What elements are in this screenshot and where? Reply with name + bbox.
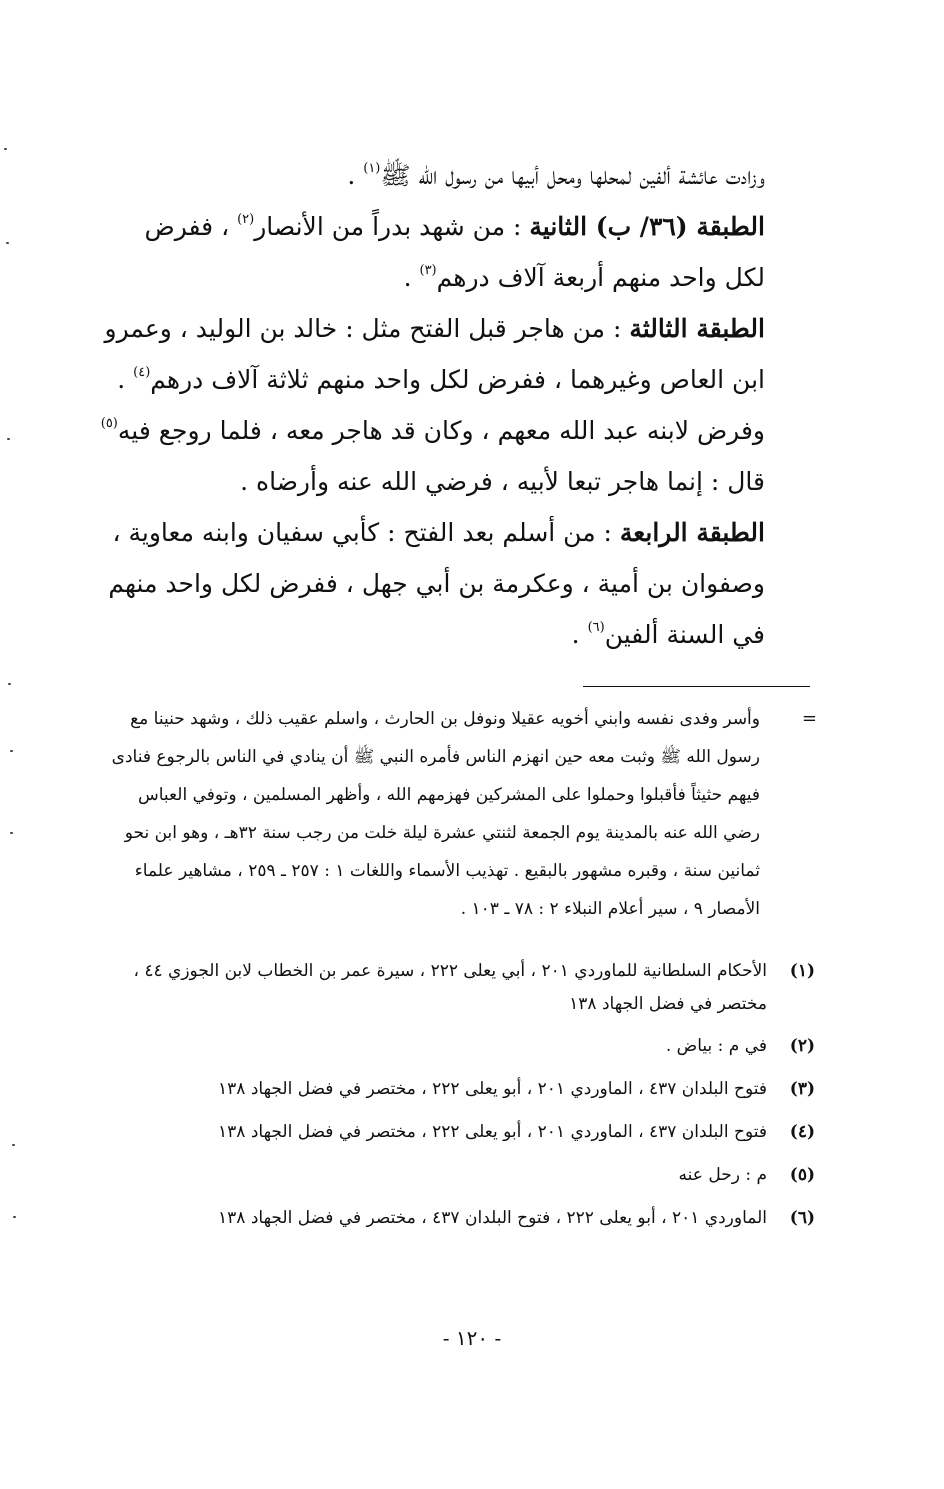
continuation-marker: = [801, 708, 817, 729]
footnote-number: (٤) [789, 1122, 815, 1142]
paragraph-text: وفرض لابنه عبد الله معهم ، وكان قد هاجر معه ، فلما روجع فيه [117, 416, 765, 445]
footnote-number: (٣) [789, 1079, 815, 1099]
section-label: الطبقة الرابعة [619, 518, 765, 547]
footnote-number: (٥) [789, 1165, 815, 1185]
paragraph-text: : من هاجر قبل الفتح مثل : خالد بن الوليد ، وعمرو ابن العاص وغيرهما ، ففرض لكل واحد منهم ثلاثة آلاف درهم [104, 314, 765, 394]
scan-speck [4, 148, 7, 150]
footnote-text: فتوح البلدان ٤٣٧ ، الماوردي ٢٠١ ، أبو يعلى ٢٢٢ ، مختصر في فضل الجهاد ١٣٨ [218, 1079, 767, 1099]
paragraph-end: . [347, 161, 364, 190]
footnote-text: الماوردي ٢٠١ ، أبو يعلى ٢٢٢ ، فتوح البلدان ٤٣٧ ، مختصر في فضل الجهاد ١٣٨ [218, 1208, 767, 1228]
footnote [110, 1030, 815, 1063]
footnote-ref: (١) [363, 161, 381, 176]
footnote-ref: (٤) [133, 365, 151, 380]
footnote-ref: (٥) [100, 416, 118, 431]
scan-speck [8, 683, 11, 685]
continuation-text: وأسر وفدى نفسه وابني أخويه عقيلا ونوفل بن الحارث ، واسلم عقيب ذلك ، وشهد حنينا مع رسول الله ﷺ وثبت معه حين انهزم الناس فأمره النبي ﷺ أن ينادي في الناس بالرجوع فنادى فيهم حثيثاً فأقبلوا وحملوا على المشركين فهزمهم الله ، وأظهر المسلمين ، وتوفي العباس رضي الله عنه بالمدينة يوم الجمعة لثنتي عشرة ليلة خلت من رجب سنة ٣٢هـ ، وهو ابن نحو ثمانين سنة ، وقبره مشهور بالبقيع . تهذيب الأسماء واللغات ١ : ٢٥٧ ـ ٢٥٩ ، مشاهير علماء الأمصار ٩ ، سير أعلام النبلاء ٢ : ٧٨ ـ ١٠٣ . [111, 709, 760, 919]
paragraph [100, 507, 765, 660]
paragraph-text: وزادت عائشة ألفين لمحلها ومحل أبيها من رسول الله ﷺ [380, 161, 765, 190]
section-label: الطبقة الثالثة [629, 314, 765, 343]
paragraph-text: : من أسلم بعد الفتح : كأبي سفيان وابنه معاوية ، وصفوان بن أمية ، وعكرمة بن أبي جهل ، ففرض لكل واحد منهم في السنة ألفين [108, 518, 765, 649]
footnote-separator [583, 686, 810, 687]
paragraph-text: : من شهد بدراً من الأنصار [254, 212, 530, 241]
paragraph-text: ، ففرض لكل واحد منهم أربعة آلاف درهم [144, 212, 765, 292]
footnote-continuation [110, 700, 815, 928]
footnote-text: م : رحل عنه [678, 1165, 767, 1185]
footnote [110, 1202, 815, 1235]
footnote-number: (٢) [789, 1036, 815, 1056]
scan-speck [10, 750, 13, 752]
footnote-ref: (٦) [587, 620, 605, 635]
paragraph-end: . [571, 620, 588, 649]
paragraph-end: . [117, 365, 134, 394]
paragraph [100, 405, 765, 507]
footnote [110, 1159, 815, 1192]
footnote-number: (٦) [789, 1208, 815, 1228]
paragraph-end: . [403, 263, 420, 292]
paragraph [100, 201, 765, 303]
footnote-text: في م : بياض . [665, 1036, 767, 1056]
footnote-text: فتوح البلدان ٤٣٧ ، الماوردي ٢٠١ ، أبو يعلى ٢٢٢ ، مختصر في فضل الجهاد ١٣٨ [218, 1122, 767, 1142]
footnote-text: الأحكام السلطانية للماوردي ٢٠١ ، أبي يعلى ٢٢٢ ، سيرة عمر بن الخطاب لابن الجوزي ٤٤ ، مختصر في فضل الجهاد ١٣٨ [133, 961, 767, 1014]
paragraph-text: قال : إنما هاجر تبعا لأبيه ، فرضي الله عنه وأرضاه . [240, 467, 765, 496]
footnote [110, 1116, 815, 1149]
paragraph [100, 303, 765, 405]
footnotes-list [110, 955, 815, 1235]
scan-speck [12, 1144, 15, 1146]
scan-speck [13, 1216, 16, 1218]
scan-speck [6, 242, 9, 244]
main-text [100, 150, 765, 660]
scan-speck [10, 832, 13, 834]
footnote-ref: (٢) [237, 212, 255, 227]
section-label: الطبقة (٣٦/ ب) الثانية [529, 212, 765, 241]
page-number: - ١٢٠ - [442, 1326, 502, 1350]
footnote-ref: (٣) [419, 263, 437, 278]
scan-speck [7, 438, 10, 440]
footnote [110, 955, 815, 1021]
footnote [110, 1073, 815, 1106]
paragraph [100, 150, 765, 201]
footnote-number: (١) [789, 961, 815, 981]
